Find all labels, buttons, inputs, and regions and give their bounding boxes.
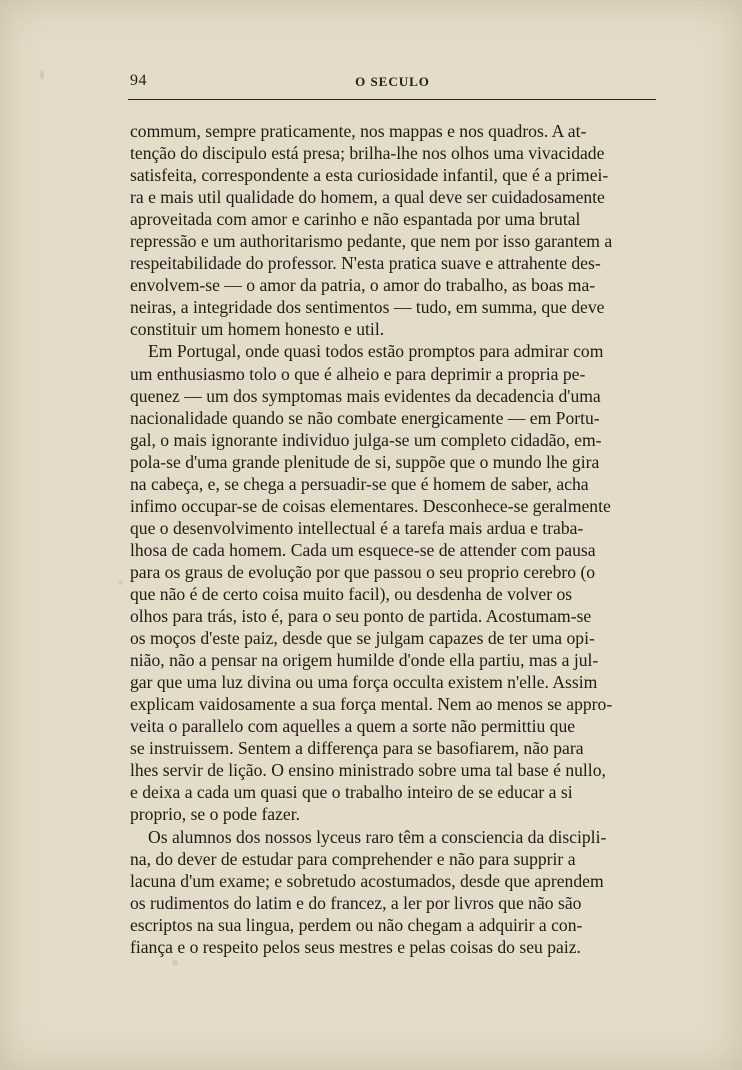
page-header: [130, 72, 655, 94]
paper-stain: [118, 580, 123, 585]
page-number: 94: [130, 72, 147, 89]
header-rule: [128, 99, 656, 100]
paragraph-1: commum, sempre praticamente, nos mappas e nos quadros. A at- tenção do discipulo está presa; brilha-lhe nos olhos uma vivacidade satisfeita, correspondente a esta curiosidade infantil, que é a primei- ra e mais util qualidade do homem, a qual deve ser cuidadosamente aproveitada com amor e carinho e não espantada por uma brutal repressão e um authoritarismo pedante, que nem por isso garantem a respeitabilidade do professor. N'esta pratica suave e attrahente des- envolvem-se — o amor da patria, o amor do trabalho, as boas ma- neiras, a integridade dos sentimentos — tudo, em summa, que deve constituir um homem honesto e util.: [130, 121, 613, 340]
paper-stain: [40, 70, 44, 80]
running-title: O SECULO: [355, 74, 430, 89]
paper-stain: [172, 960, 178, 966]
paragraph-2: Em Portugal, onde quasi todos estão promptos para admirar com um enthusiasmo tolo o que é alheio e para deprimir a propria pe- quenez — um dos symptomas mais evidentes da decadencia d'uma nacionalidade quando se não combate energicamente — em Portu- gal, o mais ignorante individuo julga-se um completo cidadão, em- pola-se d'uma grande plenitude de si, suppõe que o mundo lhe gira na cabeça, e, se chega a persuadir-se que é homem de saber, acha infimo occupar-se de coisas elementares. Desconhece-se geralmente que o desenvolvimento intellectual é a tarefa mais ardua e traba- lhosa de cada homem. Cada um esquece-se de attender com pausa para os graus de evolução por que passou o seu proprio cerebro (o que não é de certo coisa muito facil), ou desdenha de volver os olhos para trás, isto é, para o seu ponto de partida. Acostumam-se os moços d'este paiz, desde que se julgam capazes de ter uma opi- nião, não a pensar na origem humilde d'onde ella partiu, mas a jul- gar que uma luz divina ou uma força occulta existem n'elle. Assim explicam vaidosamente a sua força mental. Nem ao menos se appro- veita o parallelo com aquelles a quem a sorte não permittiu que se instruissem. Sentem a differença para se basofiarem, não para lhes servir de lição. O ensino ministrado sobre uma tal base é nullo, e deixa a cada um quasi que o trabalho inteiro de se educar a si proprio, se o pode fazer.: [130, 341, 613, 825]
body-text: [130, 120, 657, 958]
paragraph-3: Os alumnos dos nossos lyceus raro têm a consciencia da discipli- na, do dever de estudar para comprehender e não para supprir a lacuna d'um exame; e sobretudo acostumados, desde que aprendem os rudimentos do latim e do francez, a ler por livros que não são escriptos na sua lingua, perdem ou não chegam a adquirir a con- fiança e o respeito pelos seus mestres e pelas coisas do seu paiz.: [130, 826, 607, 957]
